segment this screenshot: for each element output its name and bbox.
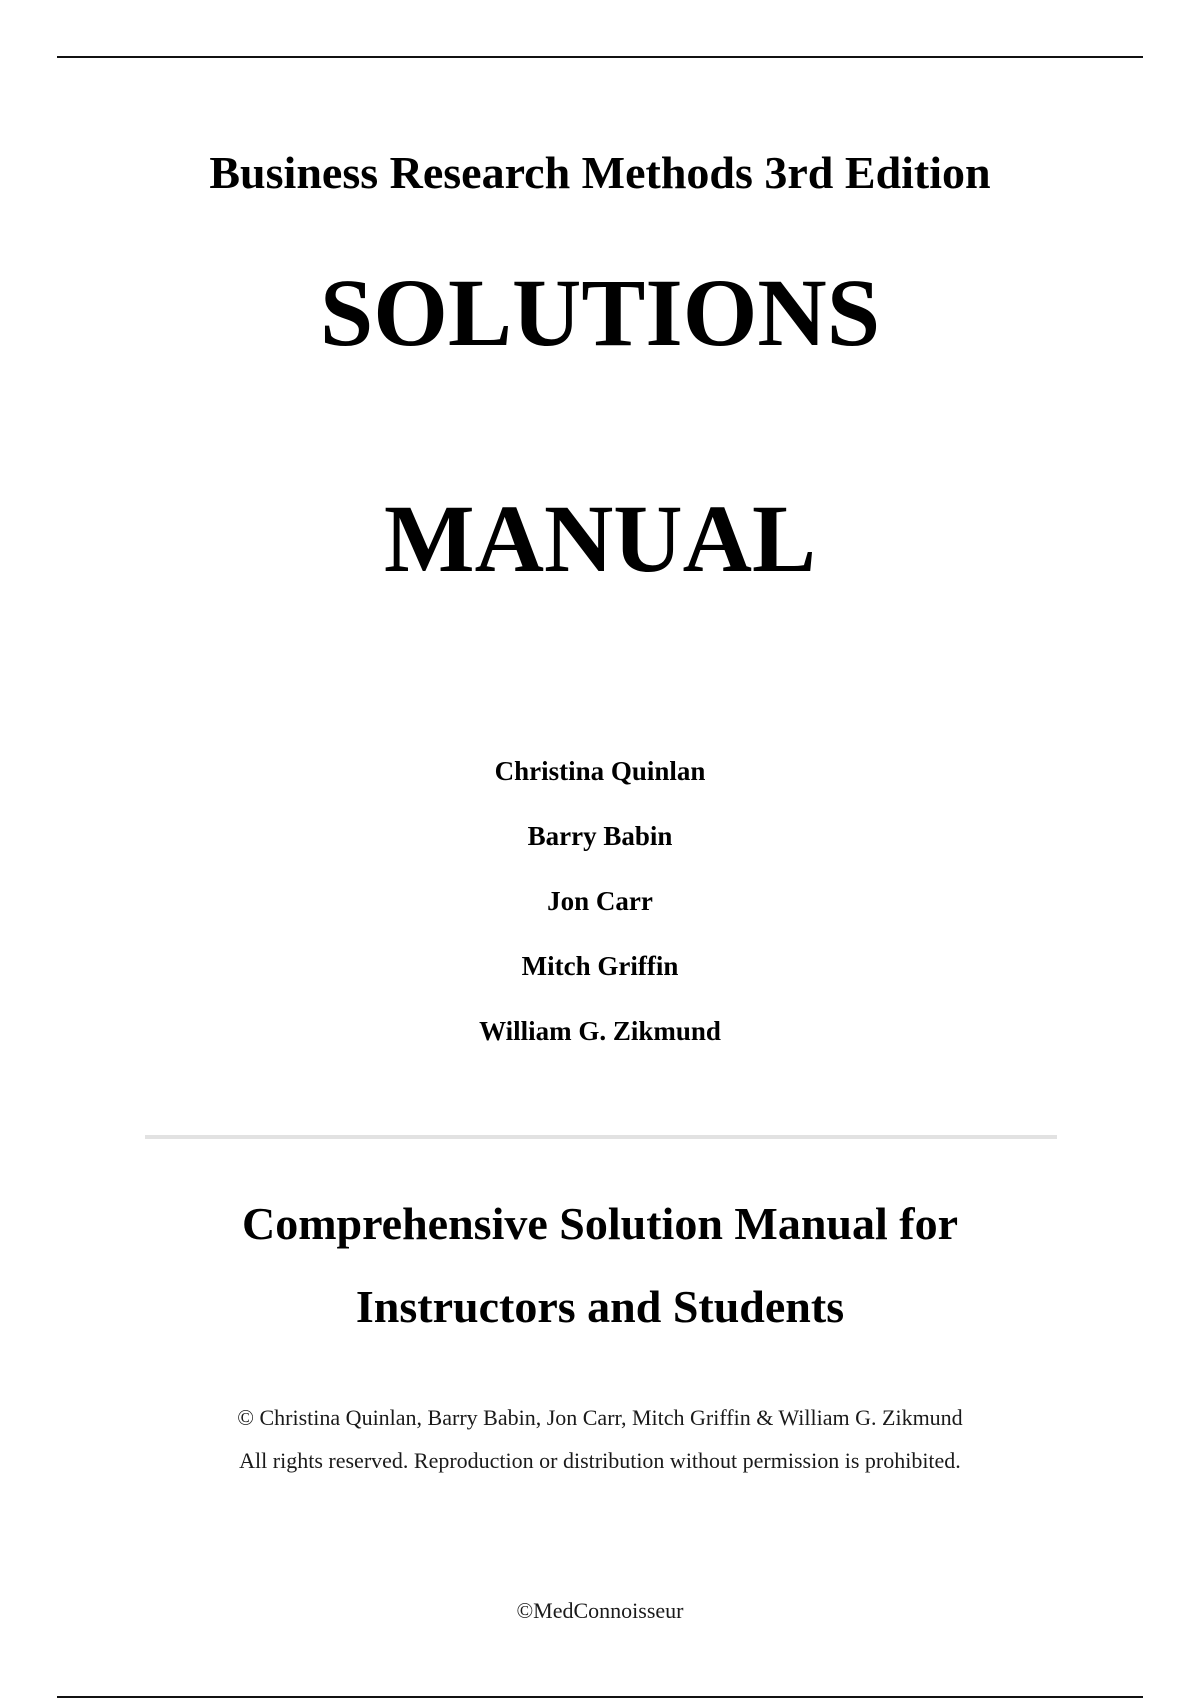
author-name: Barry Babin — [527, 821, 673, 851]
edition-title: Business Research Methods 3rd Edition — [209, 147, 991, 198]
bottom-rule — [57, 1696, 1143, 1698]
top-rule — [57, 56, 1143, 58]
author-name: Jon Carr — [547, 886, 653, 916]
section-divider — [145, 1135, 1057, 1139]
footer-watermark: ©MedConnoisseur — [516, 1598, 684, 1623]
copyright-notice: © Christina Quinlan, Barry Babin, Jon Carr, Mitch Griffin & William G. Zikmund — [237, 1405, 963, 1430]
subtitle-line-1: Comprehensive Solution Manual for — [241, 1198, 959, 1249]
title-solutions: SOLUTIONS — [319, 259, 881, 366]
author-name: Mitch Griffin — [521, 951, 679, 981]
author-name: William G. Zikmund — [479, 1016, 721, 1046]
rights-notice: All rights reserved. Reproduction or distribution without permission is prohibited. — [239, 1448, 961, 1473]
author-name: Christina Quinlan — [494, 756, 706, 786]
subtitle-line-2: Instructors and Students — [355, 1281, 845, 1332]
title-manual: MANUAL — [384, 485, 816, 592]
author-list — [0, 754, 1200, 1079]
